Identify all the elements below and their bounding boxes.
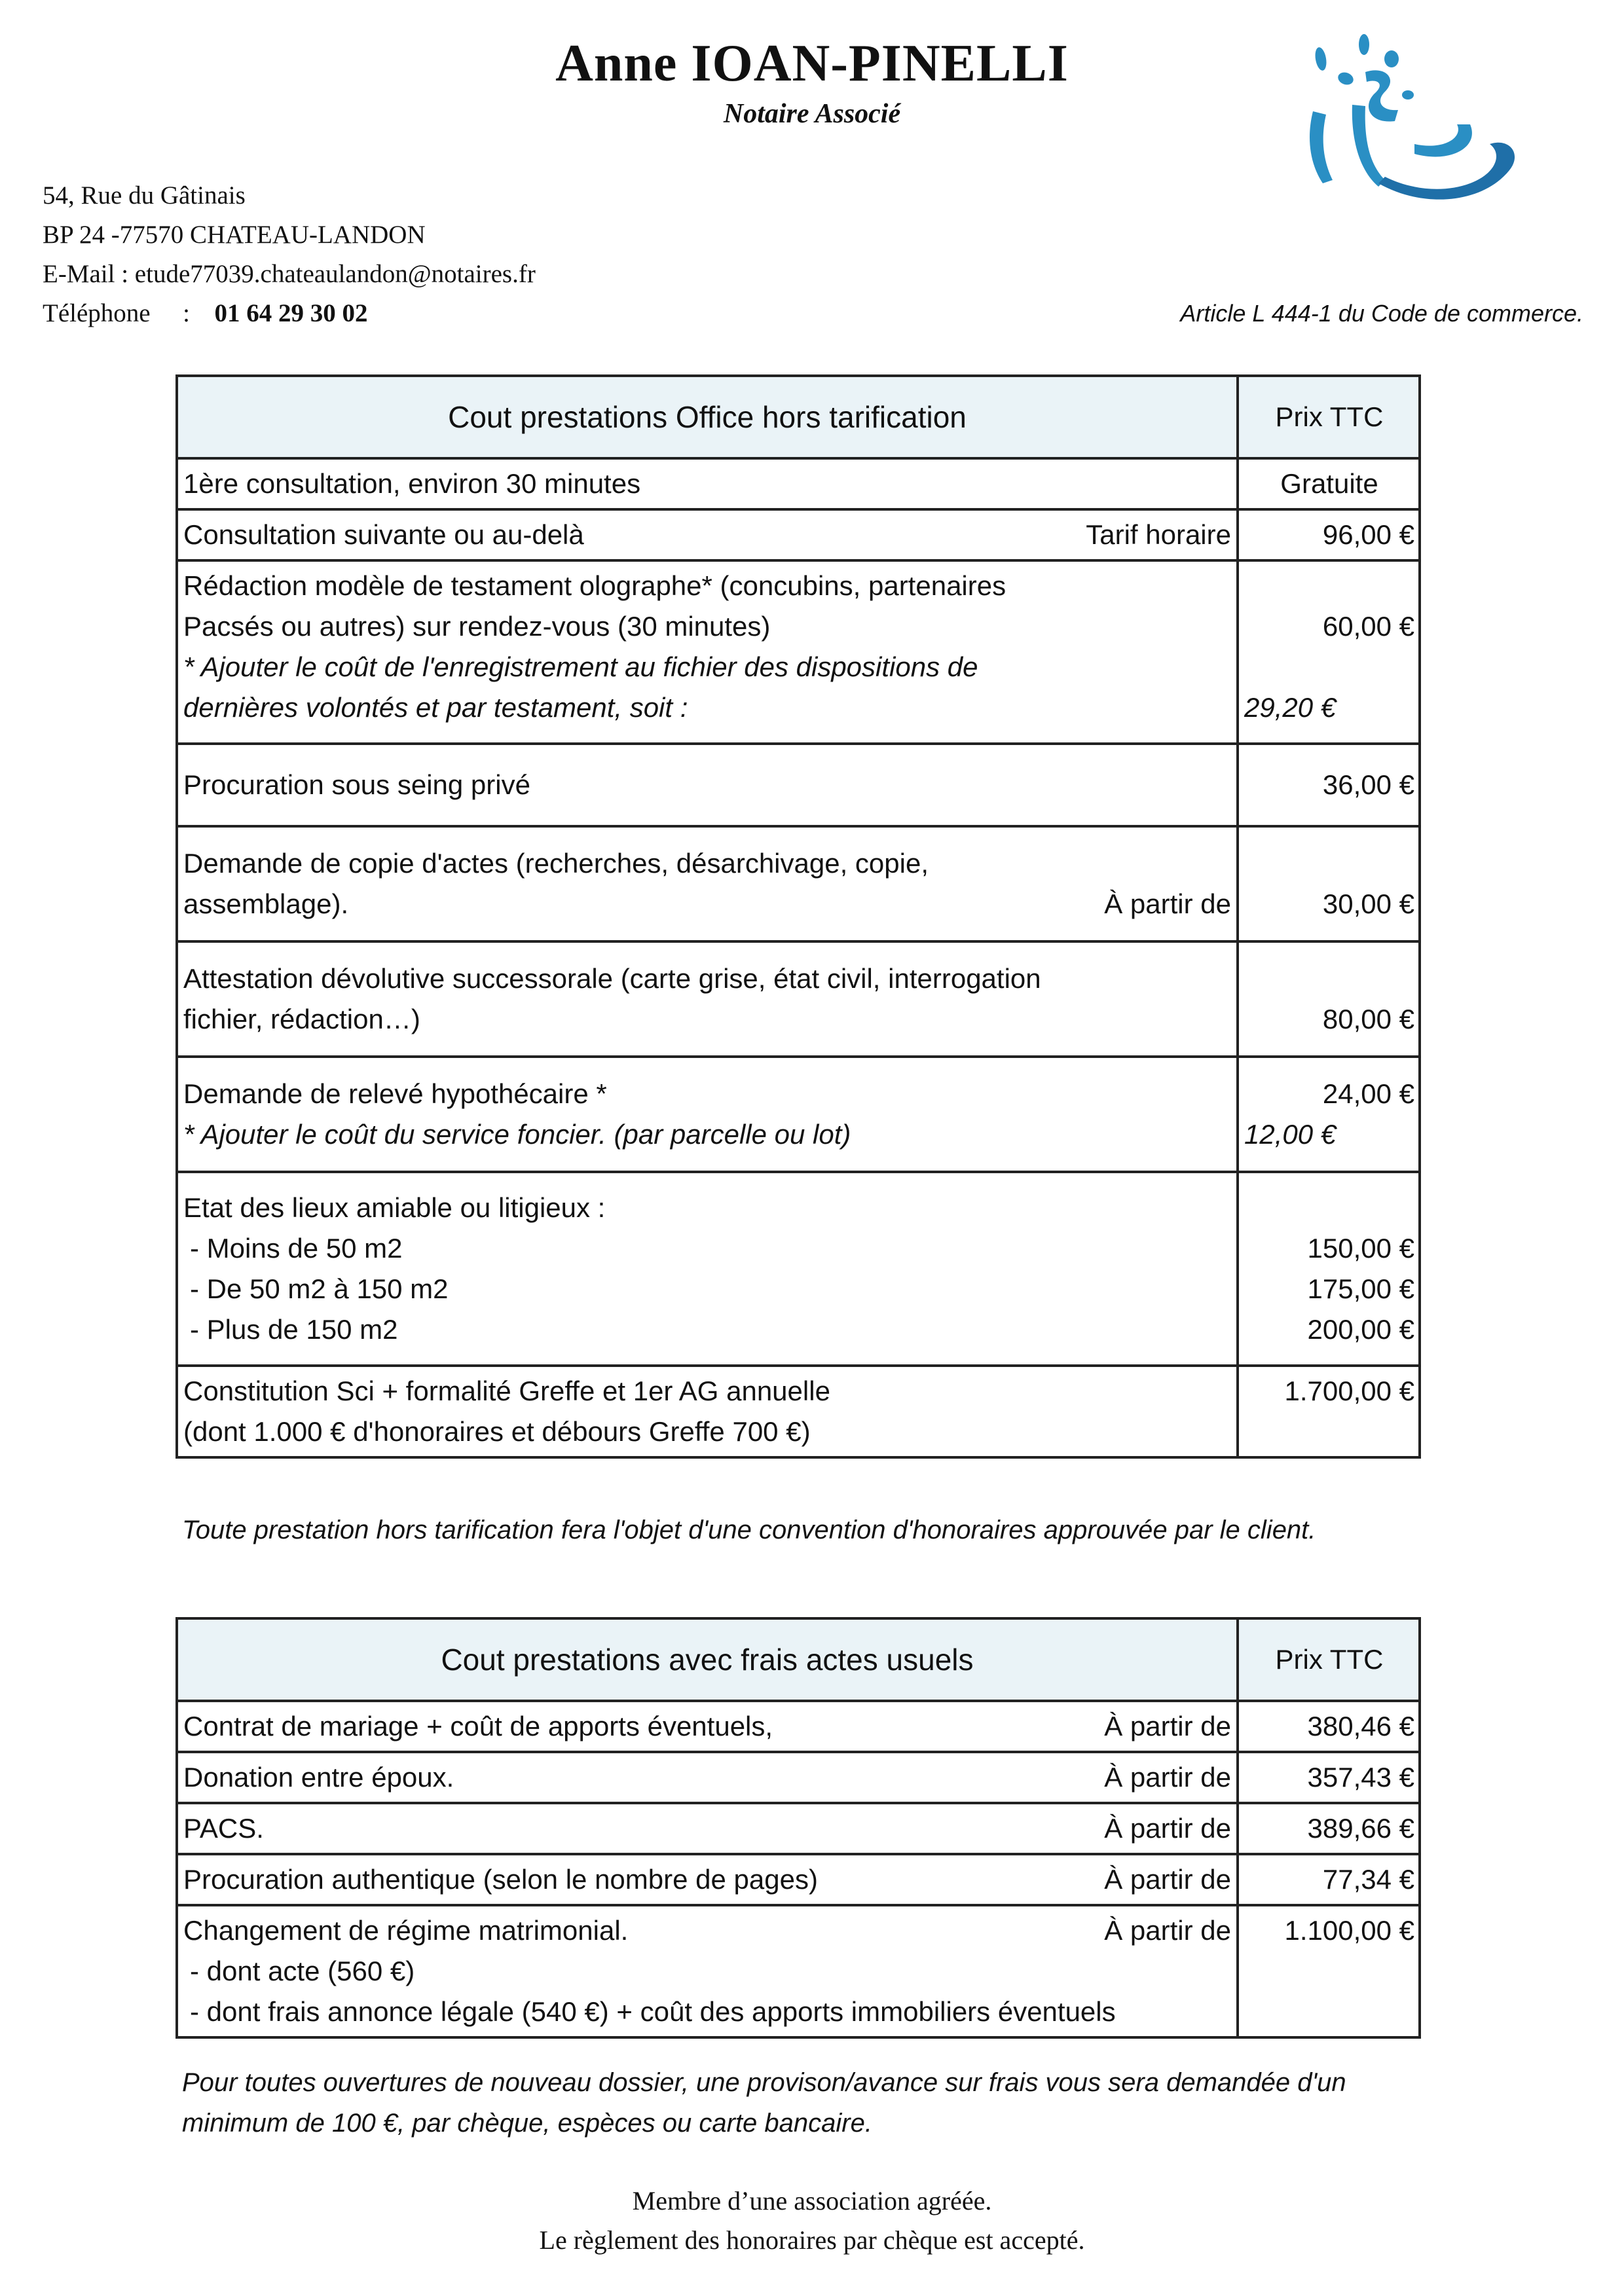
table-row bbox=[177, 1854, 1420, 1905]
table-row bbox=[177, 744, 1420, 826]
row-label: PACS. À partir de bbox=[177, 1803, 1238, 1854]
table-row bbox=[177, 509, 1420, 560]
row-label: Constitution Sci + formalité Greffe et 1er AG annuelle (dont 1.000 € d'honoraires et débours Greffe 700 €) bbox=[177, 1366, 1238, 1457]
row-price: 77,34 € bbox=[1238, 1854, 1420, 1905]
price-header: Prix TTC bbox=[1238, 1618, 1420, 1701]
notary-logo-icon bbox=[1293, 33, 1542, 216]
row-extra-price: 12,00 € bbox=[1244, 1119, 1337, 1150]
phone-line bbox=[43, 299, 367, 328]
row-price: 389,66 € bbox=[1238, 1803, 1420, 1854]
table-row bbox=[177, 1172, 1420, 1366]
table-header bbox=[177, 1618, 1420, 1701]
row-mid: À partir de bbox=[1104, 1915, 1231, 1946]
article-reference: Article L 444-1 du Code de commerce. bbox=[1180, 300, 1583, 327]
phone-number: 01 64 29 30 02 bbox=[214, 299, 368, 327]
table-row bbox=[177, 1366, 1420, 1457]
table-row bbox=[177, 1803, 1420, 1854]
table-row bbox=[177, 458, 1420, 509]
row-label: 1ère consultation, environ 30 minutes bbox=[177, 458, 1238, 509]
row-price: 150,00 € 175,00 € 200,00 € bbox=[1238, 1172, 1420, 1366]
row-mid: Tarif horaire bbox=[1086, 519, 1231, 550]
row-label: Donation entre époux. À partir de bbox=[177, 1752, 1238, 1803]
row-label: Procuration sous seing privé bbox=[177, 744, 1238, 826]
table-row bbox=[177, 1057, 1420, 1172]
row-label: Changement de régime matrimonial. À partir de - dont acte (560 €) - dont frais annonce légale (540 €) + coût des apports immobiliers éventuels bbox=[177, 1905, 1238, 2037]
table-row bbox=[177, 560, 1420, 744]
row-mid: À partir de bbox=[1104, 1813, 1231, 1844]
row-price: 357,43 € bbox=[1238, 1752, 1420, 1803]
phone-separator: : bbox=[183, 299, 190, 327]
row-price: 24,00 € 12,00 € bbox=[1238, 1057, 1420, 1172]
table-row bbox=[177, 1905, 1420, 2037]
email-line: E-Mail : etude77039.chateaulandon@notaires.fr bbox=[43, 260, 536, 288]
row-price: 380,46 € bbox=[1238, 1701, 1420, 1752]
row-mid: À partir de bbox=[1104, 1762, 1231, 1793]
footer-association: Membre d’une association agréée. bbox=[632, 2186, 992, 2215]
row-price: 36,00 € bbox=[1238, 744, 1420, 826]
row-label: Demande de copie d'actes (recherches, désarchivage, copie, assemblage). À partir de bbox=[177, 826, 1238, 941]
table-office-hors-tarification bbox=[175, 374, 1421, 1459]
phone-label: Téléphone bbox=[43, 299, 151, 327]
row-price: 96,00 € bbox=[1238, 509, 1420, 560]
row-price: Gratuite bbox=[1238, 458, 1420, 509]
footnote-convention: Toute prestation hors tarification fera l'objet d'une convention d'honoraires approuvée par le client. bbox=[182, 1516, 1316, 1544]
address-street: 54, Rue du Gâtinais bbox=[43, 181, 246, 210]
row-mid: À partir de bbox=[1104, 1864, 1231, 1895]
footnote-provision: Pour toutes ouvertures de nouveau dossier, une provison/avance sur frais vous sera demandée d'un minimum de 100 €, par chèque, espèces ou carte bancaire. bbox=[182, 2068, 1346, 2138]
notary-role: Notaire Associé bbox=[723, 99, 901, 129]
row-label: Attestation dévolutive successorale (carte grise, état civil, interrogation fichier, rédaction…) bbox=[177, 941, 1238, 1057]
row-label: Demande de relevé hypothécaire * * Ajouter le coût du service foncier. (par parcelle ou lot) bbox=[177, 1057, 1238, 1172]
row-price: 60,00 € 29,20 € bbox=[1238, 560, 1420, 744]
footer-payment: Le règlement des honoraires par chèque est accepté. bbox=[539, 2225, 1085, 2255]
row-price: 1.100,00 € bbox=[1238, 1905, 1420, 2037]
address-city: BP 24 -77570 CHATEAU-LANDON bbox=[43, 221, 426, 249]
row-label: Etat des lieux amiable ou litigieux : - Moins de 50 m2 - De 50 m2 à 150 m2 - Plus de 150 m2 bbox=[177, 1172, 1238, 1366]
table-header bbox=[177, 376, 1420, 458]
table-row bbox=[177, 1752, 1420, 1803]
row-label: Procuration authentique (selon le nombre de pages) À partir de bbox=[177, 1854, 1238, 1905]
price-header: Prix TTC bbox=[1238, 376, 1420, 458]
row-label: Rédaction modèle de testament olographe* (concubins, partenaires Pacsés ou autres) sur rendez-vous (30 minutes) * Ajouter le coût de l'enregistrement au fichier des dispositions de dernières volontés et par testament, soit : bbox=[177, 560, 1238, 744]
row-price: 1.700,00 € bbox=[1238, 1366, 1420, 1457]
table-row bbox=[177, 826, 1420, 941]
table-row bbox=[177, 1701, 1420, 1752]
row-extra-price: 29,20 € bbox=[1244, 692, 1337, 723]
notary-name: Anne IOAN-PINELLI bbox=[555, 35, 1069, 92]
row-mid: À partir de bbox=[1104, 888, 1231, 919]
row-price: 30,00 € bbox=[1238, 826, 1420, 941]
table-title: Cout prestations Office hors tarification bbox=[177, 376, 1238, 458]
table-row bbox=[177, 941, 1420, 1057]
table-title: Cout prestations avec frais actes usuels bbox=[177, 1618, 1238, 1701]
row-price: 80,00 € bbox=[1238, 941, 1420, 1057]
table-frais-actes-usuels bbox=[175, 1617, 1421, 2039]
row-mid: À partir de bbox=[1104, 1711, 1231, 1741]
row-label: Consultation suivante ou au-delà Tarif horaire bbox=[177, 509, 1238, 560]
row-label: Contrat de mariage + coût de apports éventuels, À partir de bbox=[177, 1701, 1238, 1752]
